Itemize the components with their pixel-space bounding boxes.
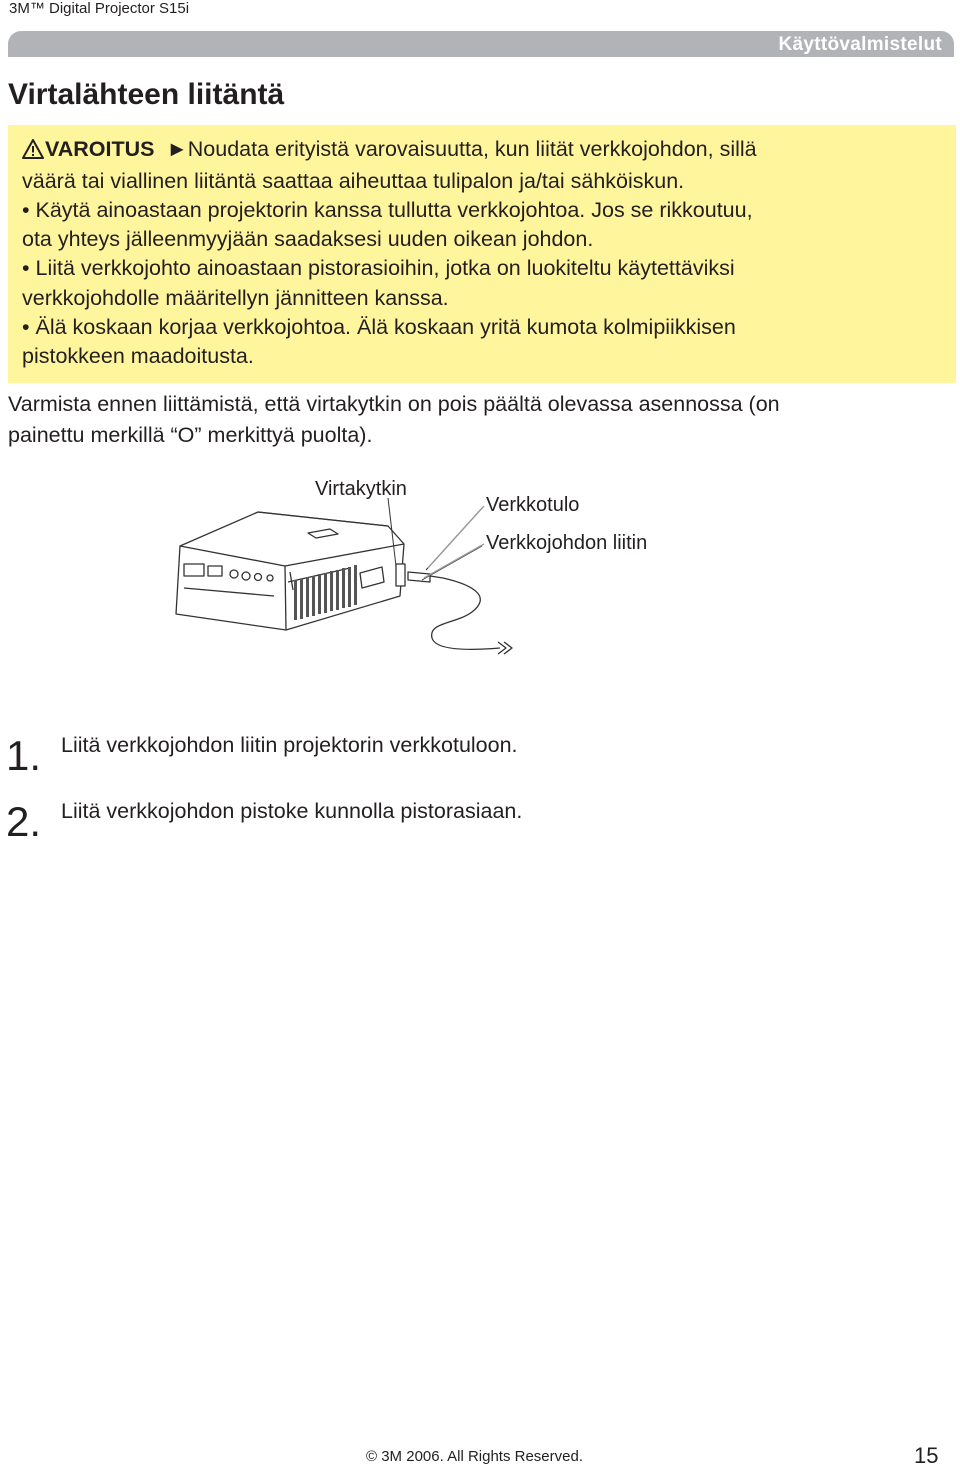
step-text: Liitä verkkojohdon liitin projektorin verkkotuloon. — [61, 733, 518, 757]
warning-text: • Käytä ainoastaan projektorin kanssa tullutta verkkojohtoa. Jos se rikkoutuu, — [22, 198, 753, 222]
intro-text: Varmista ennen liittämistä, että virtakytkin on pois päältä olevassa asennossa (on — [8, 392, 780, 416]
document-header: 3M™ Digital Projector S15i — [9, 0, 190, 17]
ac-inlet-label: Verkkotulo — [486, 494, 580, 516]
warning-label: VAROITUS — [45, 137, 155, 161]
warning-arrow-icon: ► — [166, 137, 188, 161]
copyright: © 3M 2006. All Rights Reserved. — [366, 1448, 583, 1465]
warning-text: ota yhteys jälleenmyyjään saadaksesi uuden oikean johdon. — [22, 227, 594, 251]
warning-text: Noudata erityistä varovaisuutta, kun liität verkkojohdon, sillä — [187, 137, 757, 161]
projector-illustration — [160, 470, 720, 680]
warning-text: • Liitä verkkojohto ainoastaan pistorasioihin, jotka on luokiteltu käytettäviksi — [22, 256, 735, 280]
warning-triangle-icon — [22, 139, 44, 165]
warning-text: • Älä koskaan korjaa verkkojohtoa. Älä koskaan yritä kumota kolmipiikkisen — [22, 315, 736, 339]
step-number: 1. — [6, 732, 42, 779]
warning-text: pistokkeen maadoitusta. — [22, 344, 254, 368]
warning-text: verkkojohdolle määritellyn jännitteen kanssa. — [22, 286, 449, 310]
intro-text: painettu merkillä “O” merkittyä puolta). — [8, 423, 373, 447]
warning-box — [8, 125, 956, 383]
section-tab: Käyttövalmistelut — [778, 34, 942, 55]
section-bar — [8, 31, 954, 57]
warning-text: väärä tai viallinen liitäntä saattaa aiheuttaa tulipalon ja/tai sähköiskun. — [22, 169, 685, 193]
page-number: 15 — [914, 1443, 939, 1468]
step-number: 2. — [6, 798, 42, 845]
projector-connection-figure — [160, 470, 720, 680]
power-cord-connector-label: Verkkojohdon liitin — [486, 532, 648, 554]
power-switch-label: Virtakytkin — [315, 478, 407, 500]
warning-heading-line — [22, 137, 757, 165]
page-title: Virtalähteen liitäntä — [8, 78, 285, 111]
step-text: Liitä verkkojohdon pistoke kunnolla pistorasiaan. — [61, 799, 523, 823]
